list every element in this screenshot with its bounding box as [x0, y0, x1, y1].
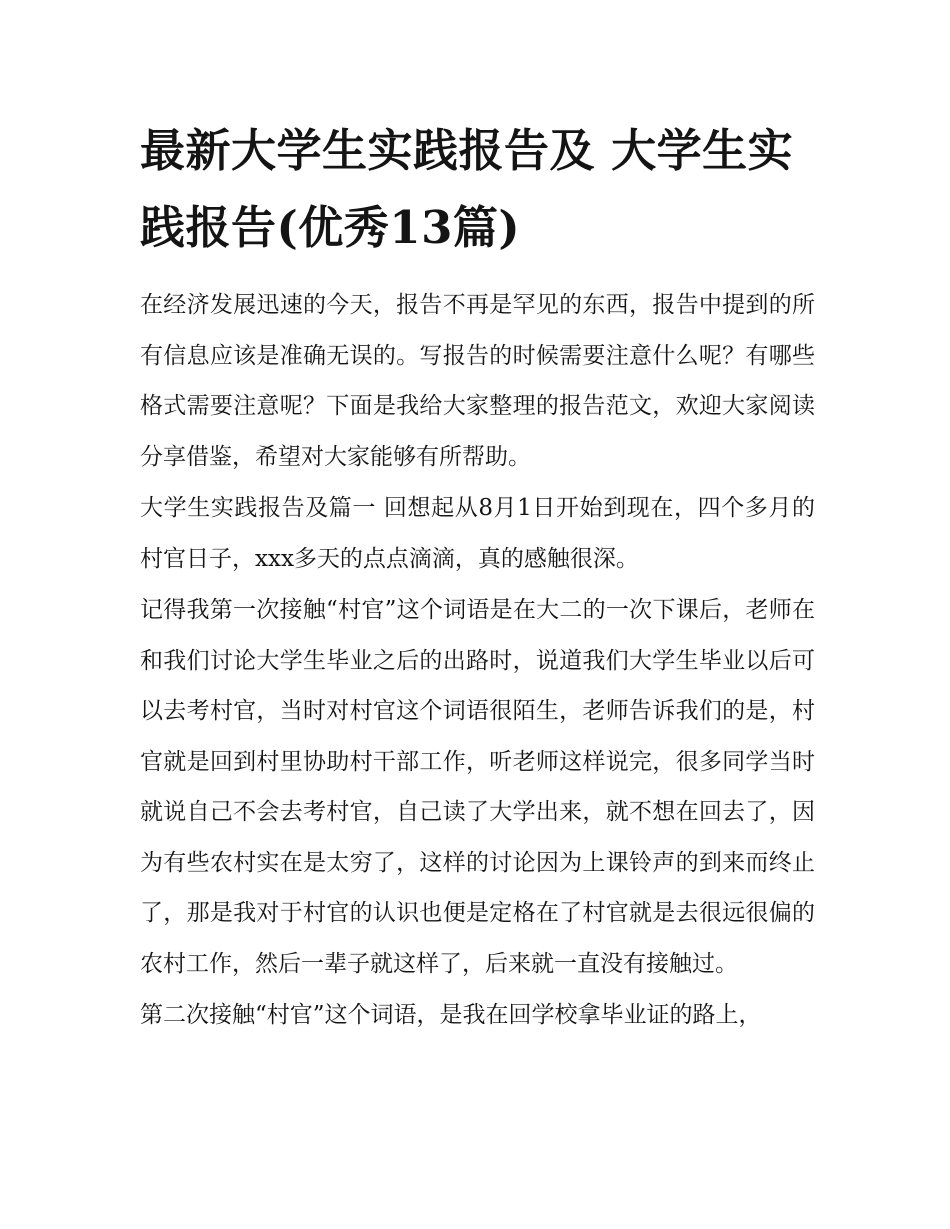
document-body	[140, 112, 815, 1041]
body-paragraph: 第二次接触“村官”这个词语，是我在回学校拿毕业证的路上，	[140, 1002, 762, 1028]
document-title: 最新大学生实践报告及 大学生实践报告(优秀13篇)	[140, 124, 794, 254]
body-paragraph: 记得我第一次接触“村官”这个词语是在大二的一次下课后，老师在和我们讨论大学生毕业之后的出路时，说道我们大学生毕业以后可以去考村官，当时对村官这个词语很陌生，老师告诉我们的是，村官就是回到村里协助村干部工作，听老师这样说完，很多同学当时就说自己不会去考村官，自己读了大学出来，就不想在回去了，因为有些农村实在是太穷了，这样的讨论因为上课铃声的到来而终止了，那是我对于村官的认识也便是定格在了村官就是去很远很偏的农村工作，然后一辈子就这样了，后来就一直没有接触过。	[140, 597, 815, 977]
intro-paragraph: 在经济发展迅速的今天，报告不再是罕见的东西，报告中提到的所有信息应该是准确无误的。写报告的时候需要注意什么呢？有哪些格式需要注意呢？下面是我给大家整理的报告范文，欢迎大家阅读分享借鉴，希望对大家能够有所帮助。	[140, 292, 815, 470]
body-paragraph: 大学生实践报告及篇一 回想起从8月1日开始到现在，四个多月的村官日子，xxx多天的点点滴滴，真的感触很深。	[140, 495, 815, 572]
